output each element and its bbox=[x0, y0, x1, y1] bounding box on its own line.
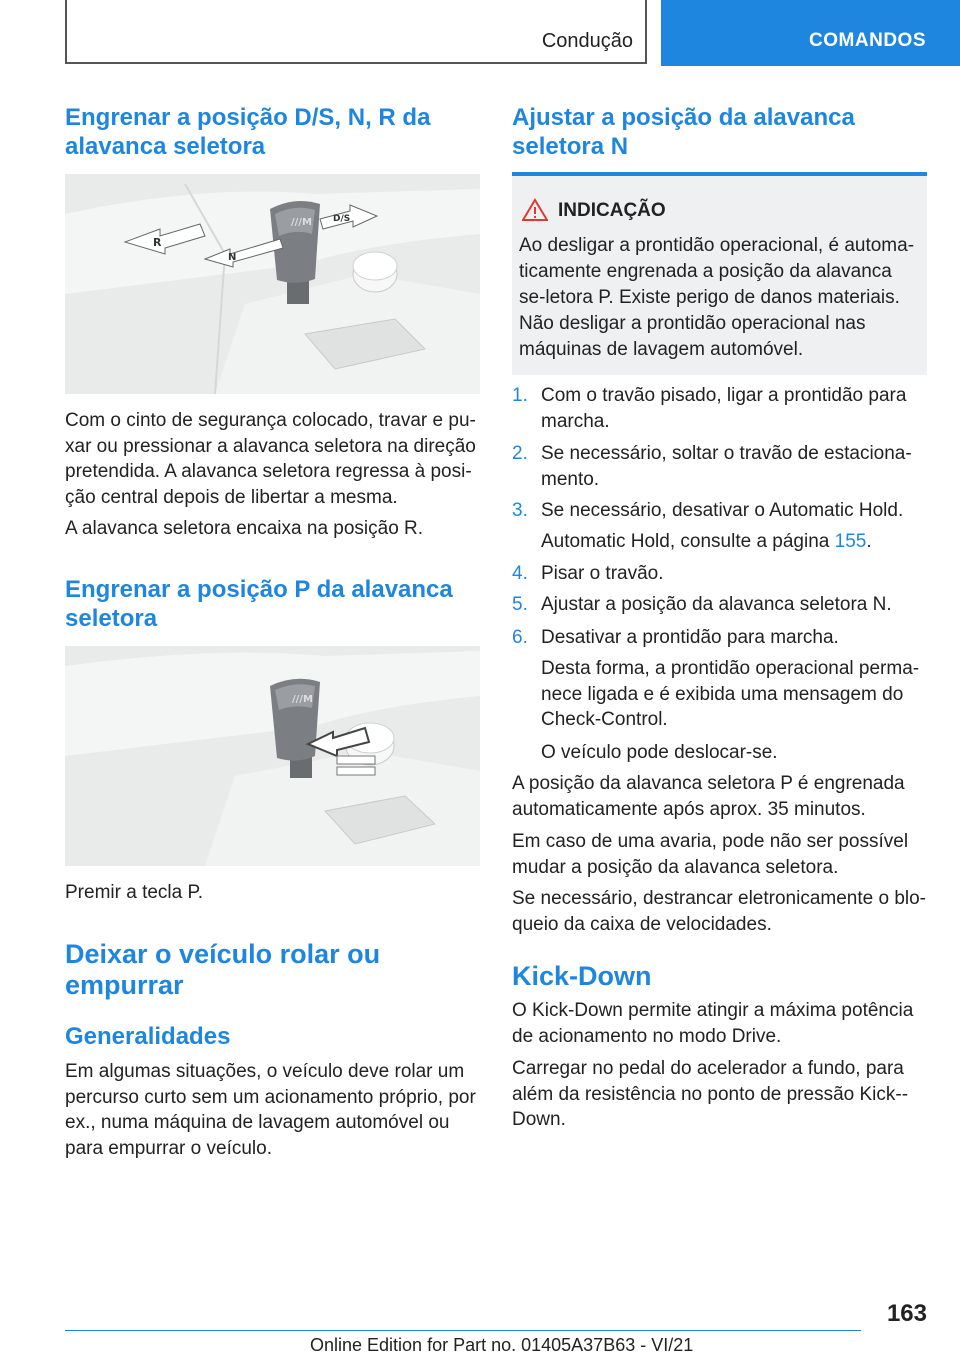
paragraph-engage-r: A alavanca seletora encaixa na posição R. bbox=[65, 518, 424, 539]
step-text: Desativar a prontidão para marcha. bbox=[541, 627, 839, 648]
svg-text:///M: ///M bbox=[292, 694, 313, 705]
heading-adjust-n: Ajustar a posição da alavanca seletora N bbox=[512, 104, 855, 160]
heading-kickdown: Kick-Down bbox=[512, 961, 652, 991]
note-box bbox=[512, 172, 927, 375]
fig-label-n: N bbox=[228, 252, 237, 263]
header-section-title: Condução bbox=[541, 30, 633, 52]
step-text: Ajustar a posição da alavanca seletora N. bbox=[541, 594, 892, 615]
note-text: Ao desligar a prontidão operacional, é automa-ticamente engrenada a posição da alavanca se-letora P. Existe perigo de danos materiais. Não desligar a prontidão operacional nas máquinas de lavagem automóvel. bbox=[519, 235, 915, 360]
step-3-sub-prefix: Automatic Hold, consulte a página bbox=[541, 531, 835, 552]
step-text: Se necessário, desativar o Automatic Hold. bbox=[541, 500, 904, 521]
footer-divider bbox=[65, 1330, 861, 1331]
figure-p-button bbox=[65, 646, 480, 866]
step-3-sub-suffix: . bbox=[866, 531, 872, 552]
warning-triangle-icon bbox=[522, 198, 548, 222]
page-link-155[interactable]: 155 bbox=[834, 531, 867, 552]
step-number: 1. bbox=[512, 385, 528, 406]
paragraph-kickdown-2: Carregar no pedal do acelerador a fundo, para além da resistência no ponto de pressão Kick--Down. bbox=[512, 1058, 909, 1130]
step-text: Com o travão pisado, ligar a prontidão para marcha. bbox=[541, 385, 907, 432]
paragraph-press-p: Premir a tecla P. bbox=[65, 882, 203, 903]
page-number: 163 bbox=[886, 1300, 927, 1327]
heading-roll-push: Deixar o veículo rolar ou empurrar bbox=[65, 939, 381, 1000]
note-title: INDICAÇÃO bbox=[558, 200, 666, 221]
svg-text:///M: ///M bbox=[291, 217, 312, 228]
paragraph-fault: Em caso de uma avaria, pode não ser possível mudar a posição da alavanca seletora. bbox=[512, 831, 909, 878]
step-number: 2. bbox=[512, 443, 528, 464]
paragraph-engage-instructions: Com o cinto de segurança colocado, travar e pu-xar ou pressionar a alavanca seletora na direção pretendida. A alavanca seletora regressa à posi-ção central depois de libertar a mesma. bbox=[65, 410, 476, 508]
header-chapter-tab bbox=[661, 0, 960, 66]
step-number: 5. bbox=[512, 594, 528, 615]
step-number: 4. bbox=[512, 563, 528, 584]
header-chapter-title: COMANDOS bbox=[809, 30, 926, 51]
footer-edition: Online Edition for Part no. 01405A37B63 - VI/21 bbox=[310, 1335, 694, 1355]
heading-engage-p: Engrenar a posição P da alavanca seletora bbox=[65, 576, 453, 632]
fig-label-r: R bbox=[153, 236, 162, 249]
figure-selector-lever-directions bbox=[65, 174, 480, 394]
step-text: Pisar o travão. bbox=[541, 563, 664, 584]
heading-engage-dsnr: Engrenar a posição D/S, N, R da alavanca seletora bbox=[65, 104, 431, 160]
header-section-box bbox=[65, 0, 647, 64]
heading-general: Generalidades bbox=[65, 1023, 231, 1050]
paragraph-unlock: Se necessário, destrancar eletronicamente o blo-queio da caixa de velocidades. bbox=[512, 888, 927, 935]
paragraph-auto-p: A posição da alavanca seletora P é engrenada automaticamente após aprox. 35 minutos. bbox=[512, 773, 905, 820]
paragraph-general: Em algumas situações, o veículo deve rolar um percurso curto sem um acionamento próprio, por ex., numa máquina de lavagem automóvel ou para empurrar o veículo. bbox=[65, 1061, 476, 1159]
step-text: Se necessário, soltar o travão de estaciona-mento. bbox=[541, 443, 912, 490]
paragraph-kickdown-1: O Kick-Down permite atingir a máxima potência de acionamento no modo Drive. bbox=[512, 1000, 914, 1047]
step-number: 6. bbox=[512, 627, 528, 648]
fig-label-ds: D/S bbox=[333, 214, 351, 224]
step-number: 3. bbox=[512, 500, 528, 521]
